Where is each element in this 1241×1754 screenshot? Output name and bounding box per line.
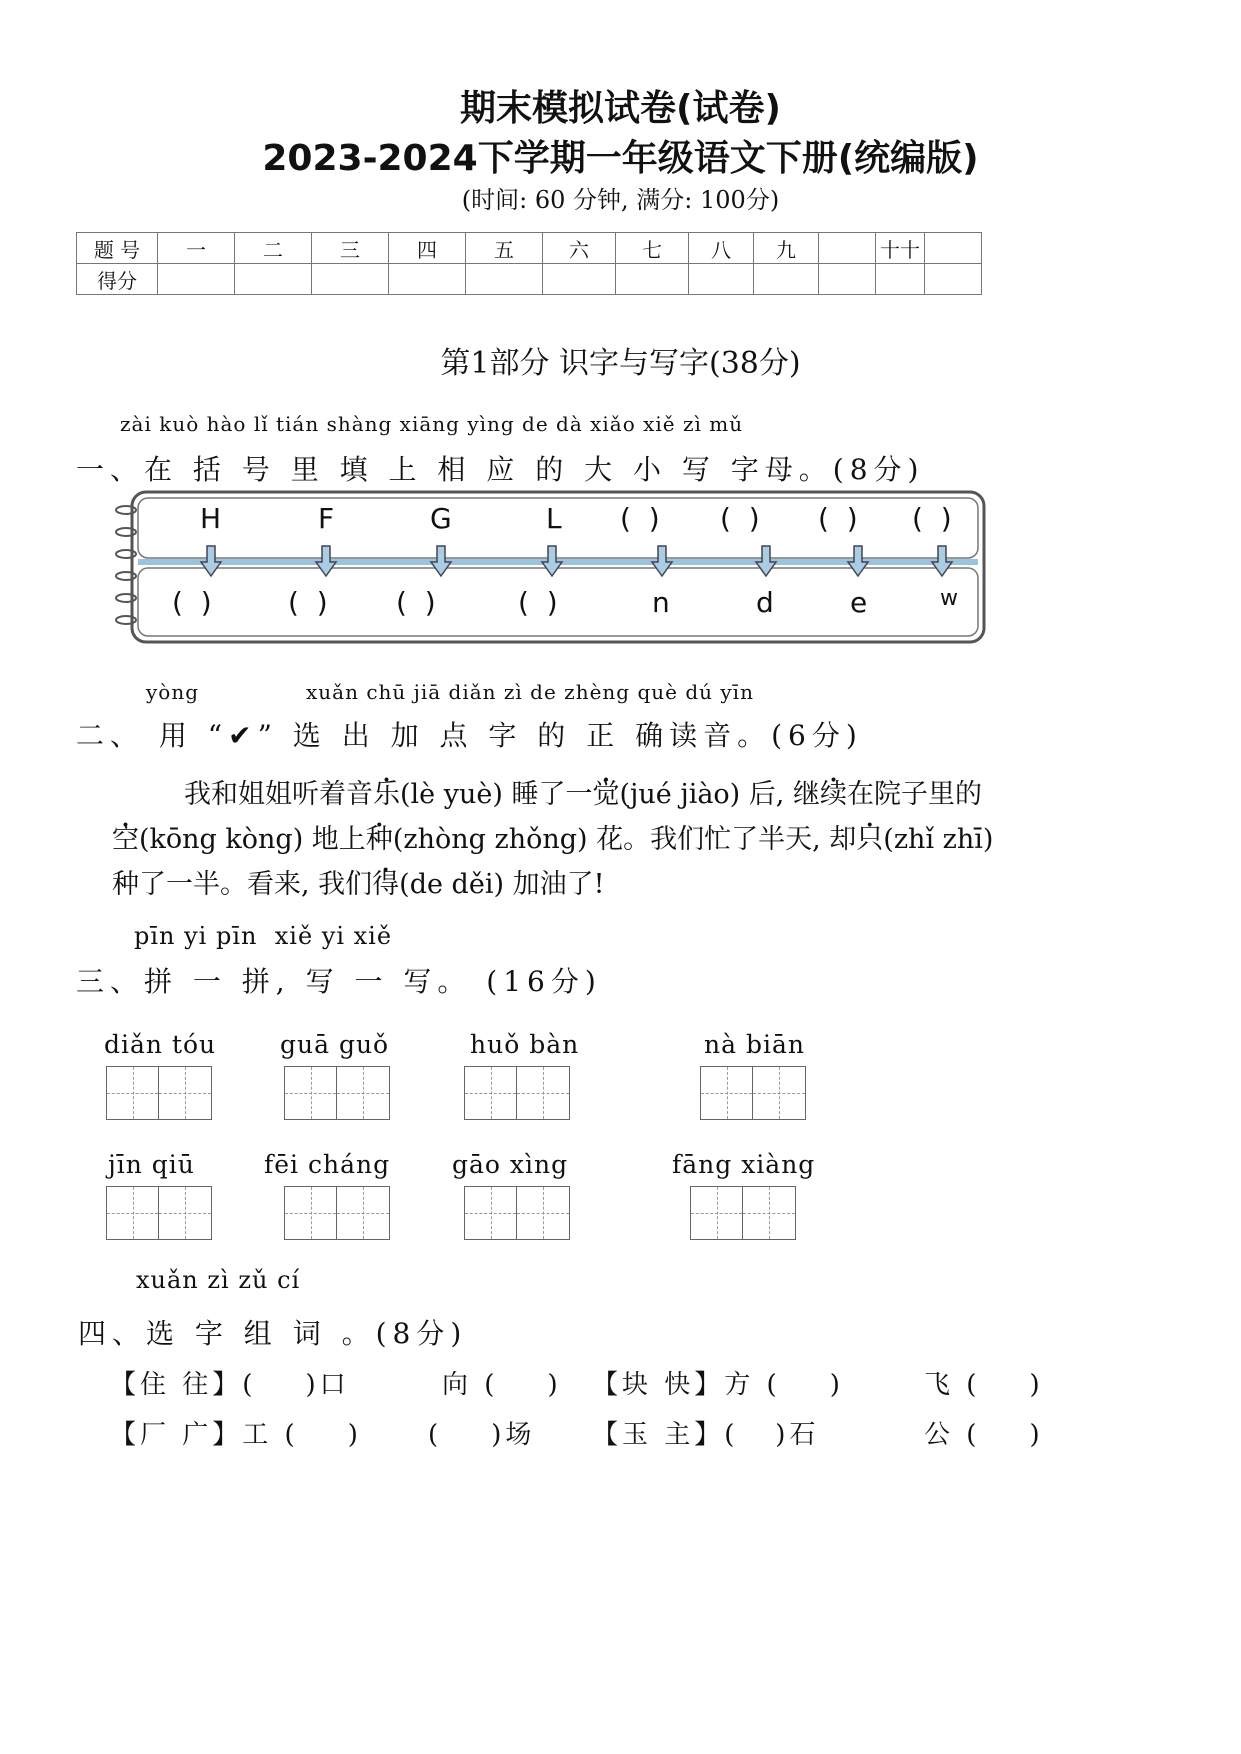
q1-bottom-letter: n xyxy=(652,586,670,619)
q4-item[interactable]: 【厂 广】工 ( ) xyxy=(110,1420,362,1450)
q4-item[interactable]: 向 ( ) xyxy=(442,1370,562,1400)
writing-grid[interactable] xyxy=(690,1186,796,1240)
writing-grid[interactable] xyxy=(464,1186,570,1240)
q1-bottom-letter: e xyxy=(850,586,868,619)
q2-choice[interactable]: (zhǐ zhī) xyxy=(883,824,994,855)
score-table-col: 八 xyxy=(689,233,754,264)
q1-top-blank[interactable]: ( ) xyxy=(818,502,858,535)
score-table-col: 四 xyxy=(389,233,466,264)
q3-word-pinyin: nà biān xyxy=(704,1030,805,1059)
score-table-col: 三 xyxy=(312,233,389,264)
q4-question: 四、选 字 组 词 。(8分) xyxy=(78,1317,468,1350)
score-table-col: 五 xyxy=(466,233,543,264)
q2-question: 二、 用 “✔” 选 出 加 点 字 的 正 确读音。(6分) xyxy=(76,719,863,752)
q4-item[interactable]: 公 ( ) xyxy=(924,1420,1044,1450)
q2-choice[interactable]: (kōng kòng) 地上 xyxy=(139,824,366,855)
score-cell[interactable] xyxy=(754,264,819,295)
score-table xyxy=(76,232,982,295)
score-table-col: 十十 xyxy=(876,233,925,264)
score-cell[interactable] xyxy=(819,264,876,295)
q1-top-blank[interactable]: ( ) xyxy=(912,502,952,535)
score-cell[interactable] xyxy=(543,264,616,295)
q2-line3 xyxy=(112,862,604,907)
writing-grid[interactable] xyxy=(700,1066,806,1120)
q1-bottom-blank[interactable]: ( ) xyxy=(288,586,328,619)
q4-item[interactable]: 【住 往】( )口 xyxy=(110,1370,350,1400)
q1-top-blank[interactable]: ( ) xyxy=(720,502,760,535)
q1-top-letter: G xyxy=(430,502,452,535)
q2-choice[interactable]: (zhòng zhǒng) 花。我们忙了半天, 却 xyxy=(392,824,857,855)
q1-top-letter: H xyxy=(200,502,222,535)
q1-question: 一、在 括 号 里 填 上 相 应 的 大 小 写 字母。(8分) xyxy=(76,453,925,486)
q3-word-pinyin: huǒ bàn xyxy=(470,1030,580,1059)
q4-item[interactable]: 【块 快】方 ( ) xyxy=(592,1370,844,1400)
q2-dotted-char: 空 xyxy=(112,824,139,855)
q3-word-pinyin: fēi cháng xyxy=(264,1150,391,1179)
q2-text: 种了一半。看来, 我们 xyxy=(112,869,373,900)
score-table-score-row xyxy=(77,264,982,295)
q3-question: 三、拼 一 拼, 写 一 写。 (16分) xyxy=(76,965,602,998)
q1-top-letter: L xyxy=(546,502,562,535)
q1-top-blank[interactable]: ( ) xyxy=(620,502,660,535)
score-cell[interactable] xyxy=(235,264,312,295)
q3-word-pinyin: fāng xiàng xyxy=(672,1150,816,1179)
q2-dotted-char: 得 xyxy=(372,869,400,900)
score-table-col: 二 xyxy=(235,233,312,264)
q2-pinyin-b: xuǎn chū jiā diǎn zì de zhèng què dú yīn xyxy=(306,680,754,704)
q2-line2 xyxy=(112,817,993,862)
writing-grid[interactable] xyxy=(106,1186,212,1240)
score-table-header-row xyxy=(77,233,982,264)
exam-title: 期末模拟试卷(试卷) xyxy=(460,88,781,129)
q1-bottom-letter: d xyxy=(756,586,774,619)
q1-notebook xyxy=(112,488,992,648)
score-table-col xyxy=(819,233,876,264)
q2-choice[interactable]: (jué jiào) 后, 继 xyxy=(619,779,820,810)
q2-pinyin-a: yòng xyxy=(146,680,200,704)
q2-choice[interactable]: (lè yuè) 睡了一 xyxy=(400,779,593,810)
q1-pinyin: zài kuò hào lǐ tián shàng xiāng yìng de dà xiǎo xiě zì mǔ xyxy=(120,412,744,436)
score-cell[interactable] xyxy=(925,264,982,295)
q3-word-pinyin: gāo xìng xyxy=(452,1150,569,1179)
writing-grid[interactable] xyxy=(284,1186,390,1240)
q1-bottom-blank[interactable]: ( ) xyxy=(396,586,436,619)
score-table-col: 九 xyxy=(754,233,819,264)
q1-bottom-letter: w xyxy=(940,586,958,611)
q2-line1 xyxy=(184,772,982,817)
exam-time-info: (时间: 60 分钟, 满分: 100分) xyxy=(461,186,780,214)
q4-item[interactable]: ( )场 xyxy=(428,1420,536,1450)
q4-item[interactable]: 飞 ( ) xyxy=(924,1370,1044,1400)
score-cell[interactable] xyxy=(616,264,689,295)
exam-subtitle-grade: 2023-2024下学期一年级语文下册(统编版) xyxy=(262,138,979,179)
q2-dotted-char: 乐 xyxy=(373,779,400,810)
score-table-col: 一 xyxy=(158,233,235,264)
score-table-score-label: 得分 xyxy=(77,264,158,295)
q3-word-pinyin: jīn qiū xyxy=(108,1150,195,1179)
q4-item[interactable]: 【玉 主】( )石 xyxy=(592,1420,820,1450)
section-title: 第1部分 识字与写字(38分) xyxy=(440,346,801,381)
q3-word-pinyin: guā guǒ xyxy=(280,1030,390,1059)
score-cell[interactable] xyxy=(689,264,754,295)
score-table-col: 六 xyxy=(543,233,616,264)
q2-dotted-char: 续 xyxy=(819,779,847,810)
q3-pinyin: pīn yi pīn xiě yi xiě xyxy=(134,922,393,950)
score-table-col xyxy=(925,233,982,264)
q2-text: 在院子里的 xyxy=(846,779,982,810)
score-table-col: 七 xyxy=(616,233,689,264)
score-cell[interactable] xyxy=(876,264,925,295)
q1-bottom-blank[interactable]: ( ) xyxy=(518,586,558,619)
q2-dotted-char: 觉 xyxy=(592,779,620,810)
q1-bottom-blank[interactable]: ( ) xyxy=(172,586,212,619)
writing-grid[interactable] xyxy=(106,1066,212,1120)
score-cell[interactable] xyxy=(312,264,389,295)
q2-text: 我和姐姐听着音 xyxy=(184,779,373,810)
q1-top-letter: F xyxy=(318,502,335,535)
score-table-label: 题 号 xyxy=(77,233,158,264)
writing-grid[interactable] xyxy=(464,1066,570,1120)
q2-dotted-char: 种 xyxy=(365,824,393,855)
score-cell[interactable] xyxy=(158,264,235,295)
q2-choice[interactable]: (de děi) 加油了! xyxy=(399,869,605,900)
writing-grid[interactable] xyxy=(284,1066,390,1120)
q3-word-pinyin: diǎn tóu xyxy=(104,1030,217,1059)
q2-dotted-char: 只 xyxy=(856,824,884,855)
score-cell[interactable] xyxy=(389,264,466,295)
q4-pinyin: xuǎn zì zǔ cí xyxy=(136,1266,301,1294)
score-cell[interactable] xyxy=(466,264,543,295)
